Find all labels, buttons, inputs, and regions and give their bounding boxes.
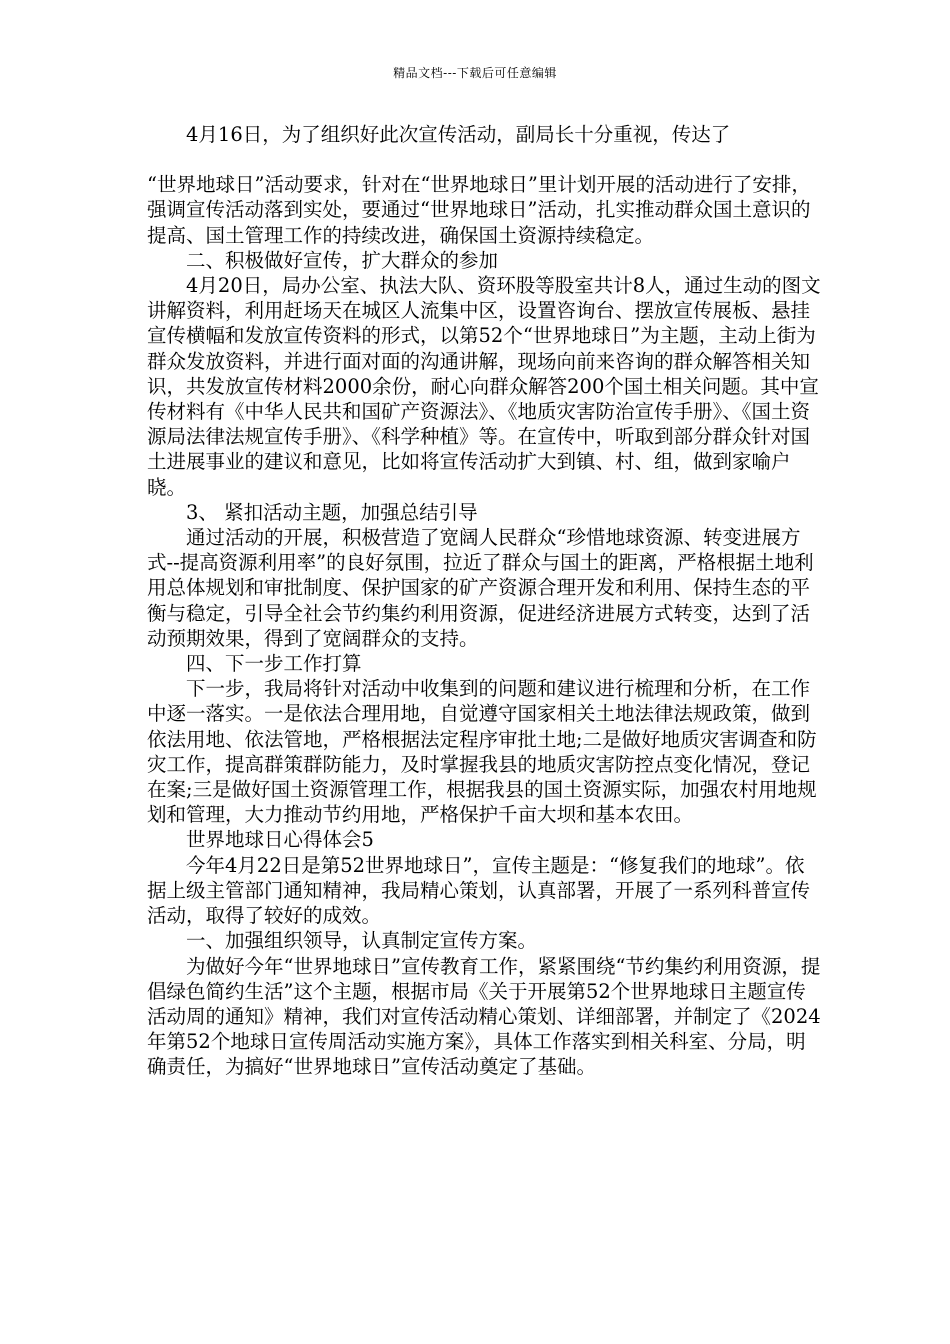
paragraph: 今年4月22日是第52世界地球日”，宣传主题是：“修复我们的地球”。依据上级主管部门通知精神，我局精心策划，认真部署，开展了一系列科普宣传活动，取得了较好的成效。 — [147, 853, 811, 928]
section-title: 世界地球日心得体会5 — [186, 828, 374, 852]
paragraph: 4月16日，为了组织好此次宣传活动，副局长十分重视，传达了 — [186, 123, 731, 146]
page-header: 精品文档---下载后可任意编辑 — [393, 66, 557, 80]
document-body — [147, 122, 823, 1080]
paragraph: 4月20日，局办公室、执法大队、资环股等股室共计8人，通过生动的图文讲解资料，利用赶场天在城区人流集中区，设置咨询台、摆放宣传展板、悬挂宣传横幅和发放宣传资料的形式，以第52个“世界地球日”为主题，主动上街为群众发放资料，并进行面对面的沟通讲解，现场向前来咨询的群众解答相关知识，共发放宣传材料2000余份，耐心向群众解答200个国土相关问题。其中宣传材料有《中华人民共和国矿产资源法》、《地质灾害防治宣传手册》、《国土资源局法律法规宣传手册》、《科学种植》等。在宣传中，听取到部分群众针对国土进展事业的建议和意见，比如将宣传活动扩大到镇、村、组，做到家喻户晓。 — [147, 274, 821, 499]
section-heading: 二、积极做好宣传，扩大群众的参加 — [186, 248, 499, 272]
section-heading: 一、加强组织领导，认真制定宣传方案。 — [186, 929, 538, 953]
section-heading: 3、 紧扣活动主题，加强总结引导 — [186, 500, 478, 524]
paragraph-gap — [147, 147, 823, 172]
paragraph: 通过活动的开展，积极营造了宽阔人民群众“珍惜地球资源、转变进展方式--提高资源利用率”的良好氛围，拉近了群众与国土的距离，严格根据土地利用总体规划和审批制度、保护国家的矿产资源合理开发和利用、保持生态的平衡与稳定，引导全社会节约集约利用资源，促进经济进展方式转变，达到了活动预期效果，得到了宽阔群众的支持。 — [147, 526, 814, 650]
paragraph: 为做好今年“世界地球日”宣传教育工作，紧紧围绕“节约集约利用资源，提倡绿色简约生活”这个主题，根据市局《关于开展第52个世界地球日主题宣传活动周的通知》精神，我们对宣传活动精心策划、详细部署，并制定了《2024年第52个地球日宣传周活动实施方案》，具体工作落实到相关科室、分局，明确责任，为搞好“世界地球日”宣传活动奠定了基础。 — [147, 954, 821, 1079]
section-heading: 四、下一步工作打算 — [186, 652, 362, 676]
paragraph: “世界地球日”活动要求，针对在“世界地球日”里计划开展的活动进行了安排，强调宣传活动落到实处，要通过“世界地球日”活动，扎实推动群众国土意识的提高、国土管理工作的持续改进，确保国土资源持续稳定。 — [147, 173, 811, 247]
paragraph: 下一步，我局将针对活动中收集到的问题和建议进行梳理和分析，在工作中逐一落实。一是依法合理用地，自觉遵守国家相关土地法律法规政策，做到依法用地、依法管地，严格根据法定程序审批土地;二是做好地质灾害调查和防灾工作，提高群策群防能力，及时掌握我县的地质灾害防控点变化情况，登记在案;三是做好国土资源管理工作，根据我县的国土资源实际，加强农村用地规划和管理，大力推动节约用地，严格保护千亩大坝和基本农田。 — [147, 677, 817, 827]
